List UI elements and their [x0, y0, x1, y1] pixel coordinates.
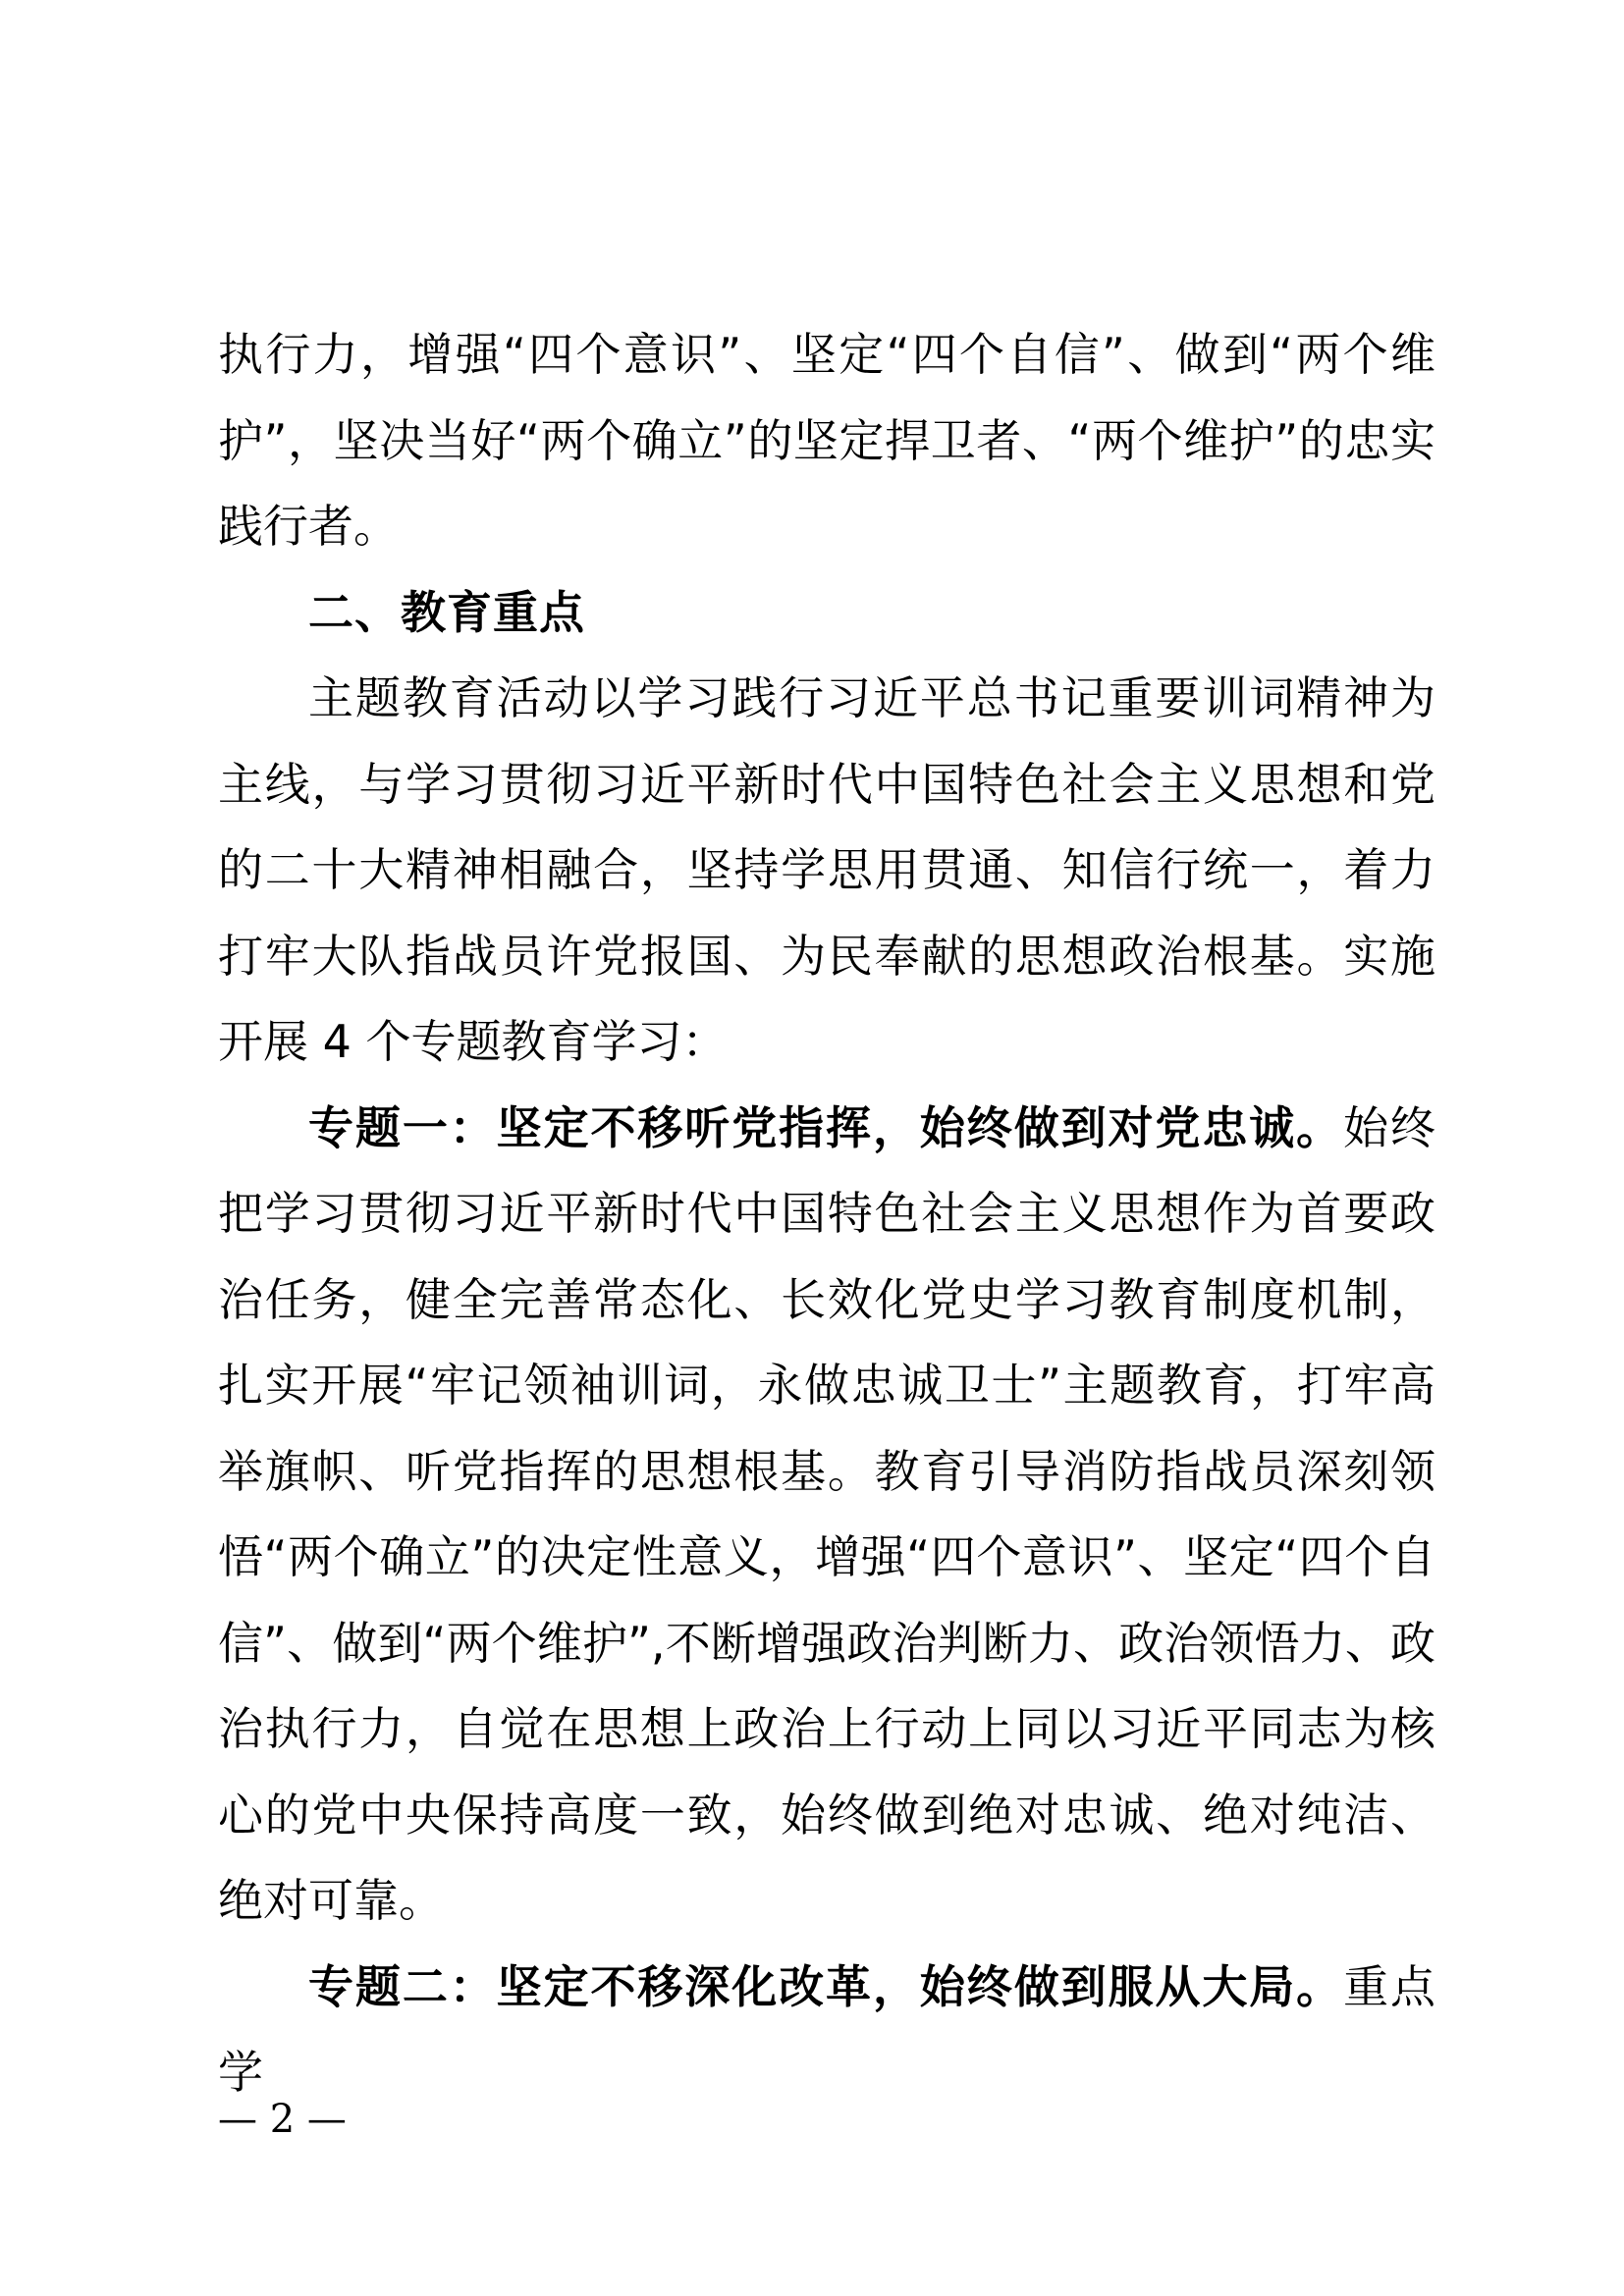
topic-2-title: 专题二：坚定不移深化改革，始终做到服从大局。: [308, 1959, 1344, 2013]
page-number: — 2 —: [218, 2097, 347, 2142]
topic-1-body: 始终把学习贯彻习近平新时代中国特色社会主义思想作为首要政治任务，健全完善常态化、长效化党史学习教育制度机制，扎实开展“牢记领袖训词，永做忠诚卫士”主题教育，打牢高举旗帜、听党指挥的思想根基。教育引导消防指战员深刻领悟“两个确立”的决定性意义，增强“四个意识”、坚定“四个自信”、做到“两个维护”,不断增强政治判断力、政治领悟力、政治执行力，自觉在思想上政治上行动上同以习近平同志为核心的党中央保持高度一致，始终做到绝对忠诚、绝对纯洁、绝对可靠。: [218, 1100, 1436, 1927]
paragraph-topic-1: [218, 1086, 1435, 1945]
topic-1-title: 专题一：坚定不移听党指挥，始终做到对党忠诚。: [308, 1100, 1344, 1154]
paragraph-topic-2: [218, 1945, 1435, 2116]
document-body: [218, 312, 1435, 2116]
topic-2-body: 重点学: [218, 1959, 1436, 2099]
section-heading: 二、教育重点: [308, 585, 585, 639]
paragraph-intro: 主题教育活动以学习践行习近平总书记重要训词精神为主线，与学习贯彻习近平新时代中国特色社会主义思想和党的二十大精神相融合，坚持学思用贯通、知信行统一，着力打牢大队指战员许党报国、为民奉献的思想政治根基。实施开展 4 个专题教育学习：: [218, 671, 1435, 1068]
paragraph-continuation: 执行力，增强“四个意识”、坚定“四个自信”、做到“两个维护”，坚决当好“两个确立”的坚定捍卫者、“两个维护”的忠实践行者。: [218, 328, 1435, 553]
